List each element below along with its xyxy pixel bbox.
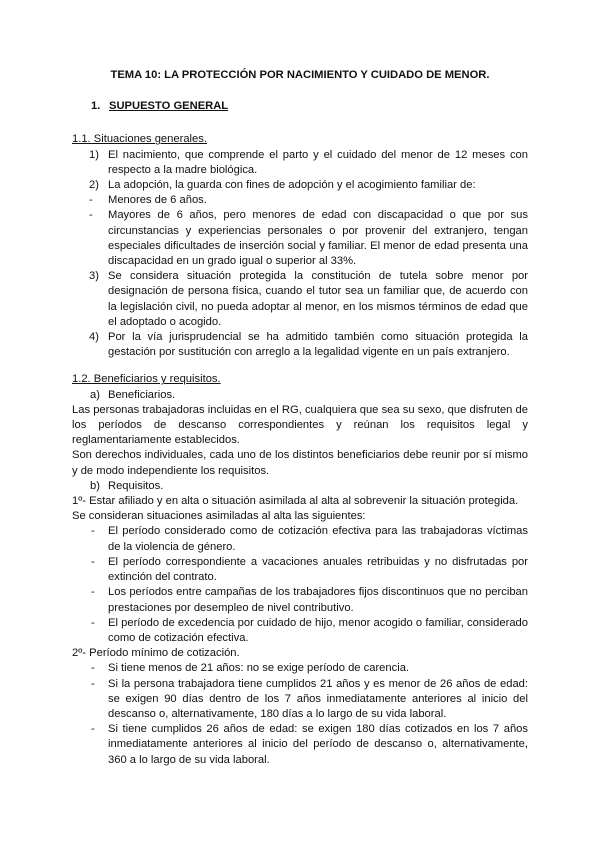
- list-marker: b): [90, 479, 100, 492]
- list-text: Se considera situación protegida la constitución de tutela sobre menor por designación de persona física, cuando el tutor sea un familiar que, de acuerdo con la legislación civil, no pueda adoptar al menor, en los mismos términos de edad que el adoptado o acogido.: [108, 270, 528, 328]
- list-text: Requisitos.: [108, 479, 164, 492]
- list-item: [72, 193, 528, 208]
- list-text: Por la vía jurisprudencial se ha admitido también como situación protegida la gestación por sustitución con arreglo a la legalidad vigente en un país extranjero.: [108, 331, 528, 359]
- list-text: El período de excedencia por cuidado de hijo, menor acogido o familiar, considerado como de cotización efectiva.: [108, 616, 528, 644]
- list-text: La adopción, la guarda con fines de adopción y el acogimiento familiar de:: [108, 179, 476, 192]
- section-label: SUPUESTO GENERAL: [109, 100, 229, 113]
- list-text: El nacimiento, que comprende el parto y el cuidado del menor de 12 meses con respecto a la madre biológica.: [108, 148, 528, 176]
- paragraph: Se consideran situaciones asimiladas al alta las siguientes:: [72, 510, 366, 523]
- list-item: [72, 661, 528, 676]
- list-marker: -: [91, 555, 95, 568]
- list-item: [72, 388, 528, 403]
- paragraph: Son derechos individuales, cada uno de los distintos beneficiarios debe reunir por sí mismo y de modo independiente los requisitos.: [72, 449, 528, 477]
- section-heading: [91, 99, 528, 114]
- list-item: [72, 178, 528, 193]
- list-text: El período correspondiente a vacaciones anuales retribuidas y no disfrutadas por extinción del contrato.: [108, 555, 528, 584]
- list-item: [72, 148, 528, 178]
- list-item: [72, 585, 528, 615]
- list-item: [72, 555, 528, 585]
- section-number: 1.: [91, 100, 101, 113]
- list-marker: a): [90, 388, 100, 401]
- list-text: Si tiene cumplidos 26 años de edad: se exigen 180 días cotizados en los 7 años inmediatamente anteriores al inicio del período de descanso o, alternativamente, 360 a lo largo de su vida laboral.: [108, 723, 528, 766]
- list-marker: -: [91, 616, 95, 629]
- subsection-heading-1-2: 1.2. Beneficiarios y requisitos.: [72, 373, 221, 386]
- list-item: [72, 722, 528, 768]
- list-text: Si la persona trabajadora tiene cumplidos 21 años y es menor de 26 años de edad: se exigen 90 días dentro de los 7 años inmediatamente anteriores al inicio del descanso o, alternativamente, 180 días a lo largo de su vida laboral.: [108, 677, 528, 720]
- list-item: [72, 677, 528, 723]
- list-marker: 1): [89, 148, 99, 161]
- list-marker: -: [91, 662, 95, 675]
- list-text: Los períodos entre campañas de los trabajadores fijos discontinuos que no perciban prestaciones por desempleo de nivel contributivo.: [108, 586, 528, 614]
- list-text: Si tiene menos de 21 años: no se exige período de carencia.: [108, 662, 410, 675]
- document-title: TEMA 10: LA PROTECCIÓN POR NACIMIENTO Y CUIDADO DE MENOR.: [110, 69, 490, 81]
- document-page: [72, 68, 528, 768]
- paragraph: Las personas trabajadoras incluidas en el RG, cualquiera que sea su sexo, que disfruten de los períodos de descanso correspondientes y reúnan los requisitos legal y reglamentariamente establecidos.: [72, 403, 528, 447]
- requirement-2: 2º- Período mínimo de cotización.: [72, 647, 240, 660]
- list-marker: -: [89, 209, 93, 222]
- list-marker: -: [91, 677, 95, 690]
- list-text: El período considerado como de cotización efectiva para las trabajadoras víctimas de la violencia de género.: [108, 525, 528, 553]
- list-text: Beneficiarios.: [108, 388, 176, 401]
- list-marker: -: [91, 525, 95, 538]
- list-text: Mayores de 6 años, pero menores de edad con discapacidad o que por sus circunstancias y experiencias personales o por provenir del extranjero, tengan especiales dificultades de inserción social y familiar. El menor de edad presenta una discapacidad en un grado igual o superior al 33%.: [108, 209, 528, 268]
- list-item: [72, 330, 528, 360]
- list-marker: -: [89, 194, 93, 207]
- list-item: [72, 616, 528, 646]
- list-item: [72, 524, 528, 554]
- list-item: [72, 479, 528, 494]
- list-marker: 3): [89, 270, 99, 283]
- list-text: Menores de 6 años.: [108, 194, 207, 207]
- list-marker: 2): [89, 179, 99, 192]
- list-item: [72, 208, 528, 269]
- subsection-heading-1-1: 1.1. Situaciones generales.: [72, 133, 207, 146]
- requirement-1: 1º- Estar afiliado y en alta o situación asimilada al alta al sobrevenir la situación protegida.: [72, 495, 519, 508]
- list-item: [72, 269, 528, 330]
- list-marker: 4): [89, 331, 99, 344]
- list-marker: -: [91, 586, 95, 599]
- list-marker: -: [91, 723, 95, 736]
